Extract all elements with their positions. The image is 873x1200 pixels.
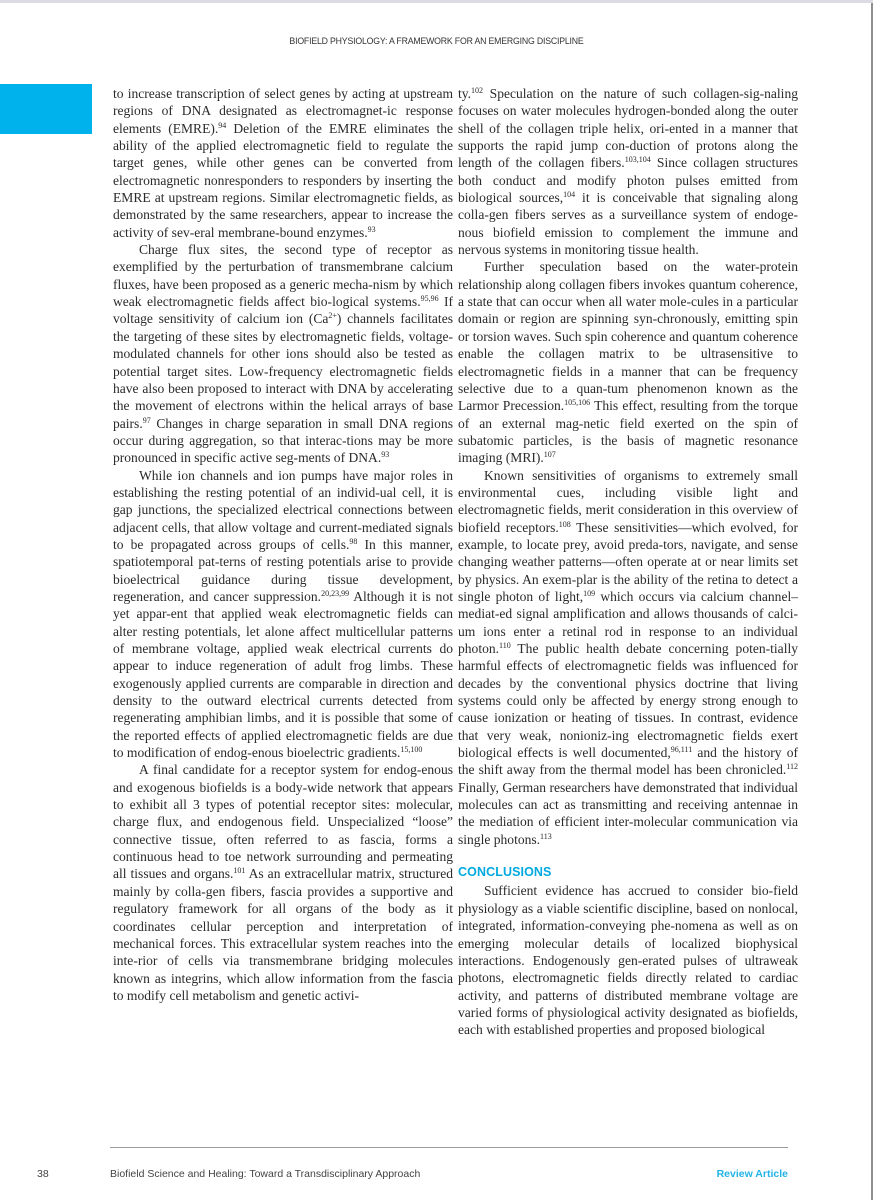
- paragraph: [113, 761, 453, 1004]
- journal-title: Biofield Science and Healing: Toward a Transdisciplinary Approach: [110, 1168, 421, 1180]
- citation[interactable]: 104: [563, 190, 576, 200]
- paragraph: [113, 85, 453, 241]
- citation[interactable]: 109: [583, 588, 596, 598]
- section-heading-conclusions: CONCLUSIONS: [458, 865, 552, 880]
- text: In this manner, spatiotemporal pat-terns of resting potentials arise to provide bioelectrical guidance during tissue development, regeneration, and cancer suppression.: [113, 536, 453, 604]
- paragraph: [113, 467, 453, 762]
- paragraph: [458, 467, 798, 849]
- paragraph: [458, 258, 798, 466]
- citation[interactable]: 105,106: [564, 398, 591, 408]
- text: Finally, German researchers have demonstrated that individual molecules can act as transmitting and receiving antennae in the mediation of efficient inter-molecular communication via single photons.: [458, 779, 798, 847]
- text: which occurs via calcium channel–mediat-ed signal amplification and allows thousands of calci-um ions enter a retinal rod in response to an individual photon.: [458, 588, 798, 656]
- paragraph: [458, 85, 798, 258]
- citation[interactable]: 101: [233, 866, 246, 876]
- text: A final candidate for a receptor system for endog-enous and exogenous biofields is a body-wide network that appears to exhibit all 3 types of potential receptor sites: molecular, charge flux, and endogenous field. Unspecialized “loose” connective tissue, often referred to as fascia, forms a continuous head to toe network surrounding and permeating all tissues and organs.: [113, 762, 453, 882]
- running-head: BIOFIELD PHYSIOLOGY: A FRAMEWORK FOR AN EMERGING DISCIPLINE: [289, 36, 584, 47]
- page-number: 38: [37, 1168, 49, 1180]
- citation[interactable]: 110: [499, 641, 511, 650]
- text: As an extracellular matrix, structured mainly by colla-gen fibers, fascia provides a supportive and regulatory framework for all organs of the body as it coordinates cellular perception and interpretation of mechanical forces. This extracellular system reaches into the inte-rior of cells via transmembrane bridging molecules known as integrins, which allow information from the fascia to modify cell metabolism and genetic activi-: [113, 866, 453, 1003]
- text: Changes in charge separation in small DNA regions occur during aggregation, so that interac-tions may be more pronounced in specific active seg-ments of DNA.: [113, 415, 453, 466]
- citation[interactable]: 93: [367, 224, 376, 234]
- paragraph: [113, 241, 453, 466]
- citation[interactable]: 93: [381, 450, 390, 460]
- citation[interactable]: 96,111: [670, 745, 693, 755]
- text: Speculation on the nature of such collagen-sig-naling focuses on water molecules hydrogen-bonded along the outer shell of the collagen triple helix, ori-ented in a manner that supports the rapid jump con-duction of protons along the length of the collagen fibers.: [458, 86, 798, 171]
- text: Known sensitivities of organisms to extremely small environmental cues, including visible light and electromagnetic fields, merit consideration in this overview of biofield receptors.: [458, 467, 798, 535]
- text: This effect, resulting from the torque of an external mag-netic field exerted on the spin of subatomic particles, is the basis of magnetic resonance imaging (MRI).: [458, 398, 798, 466]
- citation[interactable]: 102: [471, 86, 484, 95]
- citation[interactable]: 95,96: [420, 294, 439, 304]
- text: and the history of the shift away from the thermal model has been chronicled.: [458, 745, 799, 778]
- text: These sensitivities—which evolved, for example, to locate prey, avoid preda-tors, navigate, and sense changing weather patterns—often operate at or near limits set by physics. An exem-plar is the ability of the retina to detect a single photon of light,: [458, 519, 798, 604]
- text: Since collagen structures both conduct and modify photon pulses emitted from biological sources,: [458, 155, 799, 206]
- citation[interactable]: 107: [543, 450, 556, 460]
- text: Although it is not yet appar-ent that applied weak electromagnetic fields can alter resting potentials, let alone affect multicellular patterns of membrane voltage, applied weak electrical currents do appear to induce regeneration of adult frog limbs. These exogenously applied currents are comparable in direction and density to the outward electrical currents detected from regenerating amphibian limbs, and it is possible that some of the reported effects of applied electromagnetic fields are due to modification of endog-enous bioelectric gradients.: [113, 588, 453, 761]
- citation[interactable]: 113: [540, 831, 552, 841]
- left-column: [113, 85, 453, 1004]
- article-type-label: Review Article: [716, 1168, 788, 1180]
- footer-divider: [110, 1147, 788, 1148]
- paragraph: [458, 882, 798, 1038]
- citation[interactable]: 103,104: [624, 155, 651, 165]
- citation[interactable]: 97: [142, 415, 151, 425]
- text: Charge flux sites, the second type of receptor as exemplified by the perturbation of transmembrane calcium fluxes, have been proposed as a generic mecha-nism by which weak electromagnetic fields affect bio-logical systems.: [113, 242, 453, 310]
- citation[interactable]: 98: [349, 536, 358, 546]
- citation[interactable]: 112: [786, 762, 798, 772]
- text: Sufficient evidence has accrued to consider bio-field physiology as a viable scientific discipline, based on nonlocal, integrated, information-conveying phe-nomena as well as on emerging molecular details of localized biophysical interactions. Endogenously gen-erated pulses of ultraweak photons, electromagnetic fields directly related to cardiac activity, and patterns of distributed membrane voltage are varied forms of physiological activity designated as biofields, each with established properties and proposed biological: [458, 883, 798, 1038]
- citation[interactable]: 94: [218, 120, 227, 130]
- text: to increase transcription of select genes by acting at upstream regions of DNA designated as electromagnet-ic response elements (EMRE).: [113, 86, 453, 136]
- ion-charge: 2+: [328, 311, 337, 321]
- window-top-band: [0, 0, 873, 3]
- citation[interactable]: 108: [558, 519, 571, 529]
- text: If voltage sensitivity of calcium ion (Ca: [113, 294, 453, 327]
- citation[interactable]: 15,100: [400, 745, 423, 755]
- section-tab-marker: [0, 84, 92, 134]
- text: Deletion of the EMRE eliminates the ability of the applied electromagnetic field to regulate the target genes, while other genes can be converted from electromagnetic nonresponders to responders by inserting the EMRE at upstream regions. Similar electromagnetic fields, as demonstrated by the same researchers, appear to increase the activity of sev-eral membrane-bound enzymes.: [113, 120, 453, 240]
- text: it is conceivable that signaling along colla-gen fibers serves as a surveillance system of endoge-nous biofield emission to complement the immune and nervous systems in monitoring tissue health.: [458, 190, 799, 258]
- text: ) channels facilitates the targeting of these sites by electromagnetic fields, voltage-modulated channels for other ions should also be tested as potential target sites. Low-frequency electromagnetic fields have also been proposed to interact with DNA by accelerating the movement of electrons within the helical arrays of base pairs.: [113, 311, 453, 431]
- text: Further speculation based on the water-protein relationship along collagen fibers invokes quantum coherence, a state that can occur when all water mole-cules in a particular domain or region are spinning syn-chronously, emitting spin or torsion waves. Such spin coherence and quantum coherence enable the collagen matrix to be ultrasensitive to electromagnetic fields in a manner that can be frequency selective due to a quan-tum phenomenon known as the Larmor Precession.: [458, 259, 798, 414]
- text: The public health debate concerning poten-tially harmful effects of electromagnetic fields was influenced for decades by the conventional physics doctrine that living systems could only be affected by energy strong enough to cause ionization or heating of tissues. In contrast, evidence that very weak, nonioniz-ing electromagnetic fields exert biological effects is well documented,: [458, 641, 798, 761]
- text: ty.: [458, 86, 472, 101]
- right-column: [458, 85, 798, 1039]
- text: While ion channels and ion pumps have major roles in establishing the resting potential of an individ-ual cell, it is gap junctions, the specialized electrical connections between adjacent cells, that allow voltage and current-mediated signals to be propagated across groups of cells.: [113, 467, 453, 552]
- citation[interactable]: 20,23,99: [321, 588, 350, 598]
